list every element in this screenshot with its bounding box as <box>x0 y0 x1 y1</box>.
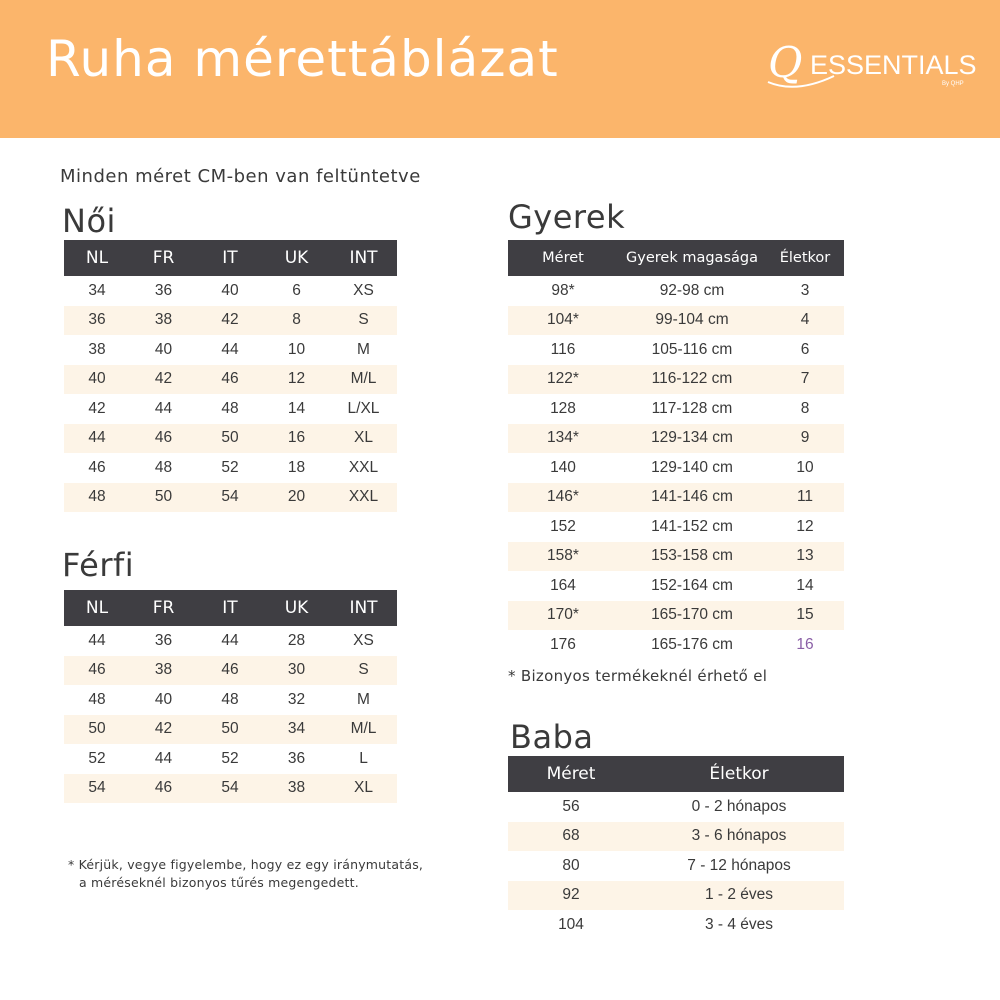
table-cell: 158* <box>508 542 618 572</box>
table-cell: 34 <box>263 715 330 745</box>
table-row <box>64 394 397 424</box>
table-cell: 54 <box>64 774 130 804</box>
table-cell: 14 <box>287 399 306 417</box>
table-header-row <box>508 756 844 792</box>
table-cell: 104* <box>508 306 618 336</box>
table-cell: XS <box>353 631 374 649</box>
table-cell: 46 <box>197 365 263 395</box>
table-row <box>508 630 844 660</box>
table-row <box>508 601 844 631</box>
table-cell: S <box>330 306 397 336</box>
table-row <box>508 365 844 395</box>
table-cell: 8 <box>800 399 810 417</box>
table-cell: 56 <box>562 797 580 815</box>
brand-logo <box>768 38 977 94</box>
table-cell: 152-164 cm <box>651 576 733 594</box>
column-header: IT <box>197 240 263 276</box>
column-header: NL <box>64 590 130 626</box>
table-cell: 44 <box>154 399 173 417</box>
table-row <box>64 365 397 395</box>
table-cell: 129-134 cm <box>618 424 766 454</box>
table-cell: 30 <box>263 656 330 686</box>
table-cell: 141-152 cm <box>651 517 733 535</box>
table-cell: 40 <box>221 281 239 299</box>
table-header-row <box>64 240 397 276</box>
table-cell: 32 <box>287 690 306 708</box>
men-size-table <box>64 590 397 803</box>
table-cell: 140 <box>550 458 576 476</box>
table-cell: 3 - 6 hónapos <box>634 822 844 852</box>
table-row <box>64 424 397 454</box>
table-row <box>64 744 397 774</box>
table-cell: 13 <box>766 542 844 572</box>
table-cell: 38 <box>88 340 106 358</box>
table-cell: 11 <box>766 483 844 513</box>
table-cell: 92-98 cm <box>659 281 725 299</box>
table-row <box>508 453 844 483</box>
table-cell: 3 <box>800 281 810 299</box>
table-cell: 105-116 cm <box>651 340 733 358</box>
table-cell: 42 <box>88 399 106 417</box>
table-cell: 128 <box>550 399 576 417</box>
column-header: Méret <box>508 240 618 276</box>
table-row <box>64 453 397 483</box>
table-cell: 52 <box>221 458 239 476</box>
table-cell: 52 <box>221 749 239 767</box>
men-section-title: Férfi <box>62 546 135 584</box>
table-cell: 116-122 cm <box>618 365 766 395</box>
column-header: Életkor <box>766 240 844 276</box>
table-cell: 134* <box>508 424 618 454</box>
table-cell: 44 <box>88 631 106 649</box>
table-cell: 4 <box>766 306 844 336</box>
table-row <box>508 394 844 424</box>
table-row <box>508 910 844 940</box>
table-cell: XS <box>353 281 374 299</box>
table-cell: 34 <box>88 281 106 299</box>
table-cell: 36 <box>287 749 306 767</box>
table-header-row <box>64 590 397 626</box>
table-cell: 48 <box>221 399 239 417</box>
table-cell: L/XL <box>347 399 380 417</box>
table-cell: 52 <box>88 749 106 767</box>
table-cell: 129-140 cm <box>651 458 733 476</box>
table-cell: 38 <box>263 774 330 804</box>
table-cell: 7 <box>766 365 844 395</box>
table-row <box>64 276 397 306</box>
column-header: Gyerek magasága <box>618 240 766 276</box>
table-cell: 46 <box>88 458 106 476</box>
column-header: UK <box>263 590 330 626</box>
logo-byline: By QHP <box>942 81 964 87</box>
table-cell: 6 <box>292 281 301 299</box>
footnote-line-1: * Kérjük, vegye figyelembe, hogy ez egy iránymutatás, <box>68 857 424 872</box>
table-cell: 36 <box>154 631 173 649</box>
table-row <box>508 424 844 454</box>
table-cell: 92 <box>508 881 634 911</box>
page-title: Ruha mérettáblázat <box>46 30 559 88</box>
tolerance-footnote <box>68 856 423 892</box>
table-cell: 38 <box>130 656 197 686</box>
baby-section-title: Baba <box>510 718 594 756</box>
table-row <box>64 685 397 715</box>
table-cell: 50 <box>130 483 197 513</box>
table-cell: 104 <box>558 915 584 933</box>
table-row <box>64 656 397 686</box>
table-cell: 15 <box>766 601 844 631</box>
women-size-table <box>64 240 397 512</box>
table-cell: 152 <box>550 517 576 535</box>
table-cell: 116 <box>550 340 576 358</box>
column-header: UK <box>263 240 330 276</box>
child-availability-note: * Bizonyos termékeknél érhető el <box>508 667 768 685</box>
table-row <box>64 626 397 656</box>
table-cell: 9 <box>766 424 844 454</box>
table-cell: 40 <box>64 365 130 395</box>
table-cell: 98* <box>551 281 575 299</box>
table-cell: 99-104 cm <box>618 306 766 336</box>
table-cell: 28 <box>287 631 306 649</box>
column-header: FR <box>130 240 197 276</box>
table-cell: 50 <box>197 715 263 745</box>
table-cell: 8 <box>263 306 330 336</box>
table-cell: 46 <box>130 774 197 804</box>
table-cell: M <box>357 690 370 708</box>
table-cell: 68 <box>508 822 634 852</box>
table-cell: 44 <box>154 749 173 767</box>
table-row <box>64 483 397 513</box>
table-cell: 54 <box>197 774 263 804</box>
table-cell: 3 - 4 éves <box>704 915 774 933</box>
table-cell: 0 - 2 hónapos <box>691 797 787 815</box>
table-cell: 7 - 12 hónapos <box>687 856 791 874</box>
table-cell: 12 <box>263 365 330 395</box>
column-header: INT <box>330 240 397 276</box>
table-cell: 117-128 cm <box>651 399 733 417</box>
table-cell: 6 <box>800 340 810 358</box>
table-cell: 165-170 cm <box>618 601 766 631</box>
table-row <box>508 483 844 513</box>
table-cell: 164 <box>550 576 576 594</box>
logo-q-mark: Q <box>768 38 803 87</box>
table-row <box>508 335 844 365</box>
logo-wordmark: ESSENTIALS <box>810 50 977 80</box>
table-cell: 10 <box>287 340 306 358</box>
table-cell: 40 <box>154 340 173 358</box>
table-row <box>64 715 397 745</box>
table-cell: 48 <box>221 690 239 708</box>
table-row <box>64 335 397 365</box>
table-cell: 50 <box>197 424 263 454</box>
table-row <box>508 792 844 822</box>
table-cell: XL <box>330 424 397 454</box>
table-cell: 44 <box>221 631 239 649</box>
units-note: Minden méret CM-ben van feltüntetve <box>60 166 421 187</box>
column-header: Méret <box>508 756 634 792</box>
table-cell: XXL <box>348 458 379 476</box>
table-row <box>508 571 844 601</box>
table-row <box>508 542 844 572</box>
table-cell: M/L <box>330 715 397 745</box>
column-header: NL <box>64 240 130 276</box>
table-row <box>508 306 844 336</box>
table-cell: 42 <box>130 715 197 745</box>
child-section-title: Gyerek <box>508 198 626 236</box>
table-cell: 40 <box>154 690 173 708</box>
table-cell: 12 <box>796 517 814 535</box>
column-header: INT <box>330 590 397 626</box>
table-cell: 176 <box>550 635 576 653</box>
table-cell: 42 <box>130 365 197 395</box>
table-cell: 20 <box>263 483 330 513</box>
table-cell: 1 - 2 éves <box>634 881 844 911</box>
table-cell: 16 <box>796 635 814 653</box>
table-row <box>64 774 397 804</box>
table-cell: 170* <box>508 601 618 631</box>
table-cell: 153-158 cm <box>618 542 766 572</box>
footnote-line-2: a méréseknél bizonyos tűrés megengedett. <box>79 875 359 890</box>
table-cell: 122* <box>508 365 618 395</box>
table-cell: 18 <box>287 458 306 476</box>
table-cell: 42 <box>197 306 263 336</box>
table-cell: 44 <box>64 424 130 454</box>
table-cell: 46 <box>197 656 263 686</box>
table-cell: 50 <box>64 715 130 745</box>
table-cell: 141-146 cm <box>618 483 766 513</box>
table-row <box>64 306 397 336</box>
table-cell: 10 <box>796 458 814 476</box>
table-cell: 16 <box>263 424 330 454</box>
table-cell: 80 <box>562 856 580 874</box>
table-cell: XL <box>330 774 397 804</box>
table-cell: 146* <box>508 483 618 513</box>
table-cell: XXL <box>330 483 397 513</box>
table-row <box>508 276 844 306</box>
page-header <box>0 0 1000 138</box>
table-cell: 48 <box>88 690 106 708</box>
table-cell: 14 <box>796 576 814 594</box>
table-row <box>508 851 844 881</box>
column-header: Életkor <box>634 756 844 792</box>
table-header-row <box>508 240 844 276</box>
table-cell: M <box>357 340 370 358</box>
table-row <box>508 512 844 542</box>
column-header: FR <box>130 590 197 626</box>
table-cell: 46 <box>64 656 130 686</box>
child-size-table <box>508 240 844 660</box>
table-cell: 48 <box>154 458 173 476</box>
table-cell: S <box>330 656 397 686</box>
baby-size-table <box>508 756 844 940</box>
table-cell: 165-176 cm <box>651 635 733 653</box>
table-cell: 48 <box>64 483 130 513</box>
table-row <box>508 822 844 852</box>
table-cell: 38 <box>130 306 197 336</box>
table-cell: M/L <box>330 365 397 395</box>
table-cell: L <box>359 749 368 767</box>
table-cell: 54 <box>197 483 263 513</box>
table-cell: 46 <box>130 424 197 454</box>
column-header: IT <box>197 590 263 626</box>
table-cell: 44 <box>221 340 239 358</box>
table-row <box>508 881 844 911</box>
table-cell: 36 <box>154 281 173 299</box>
women-section-title: Női <box>62 202 116 240</box>
table-cell: 36 <box>64 306 130 336</box>
